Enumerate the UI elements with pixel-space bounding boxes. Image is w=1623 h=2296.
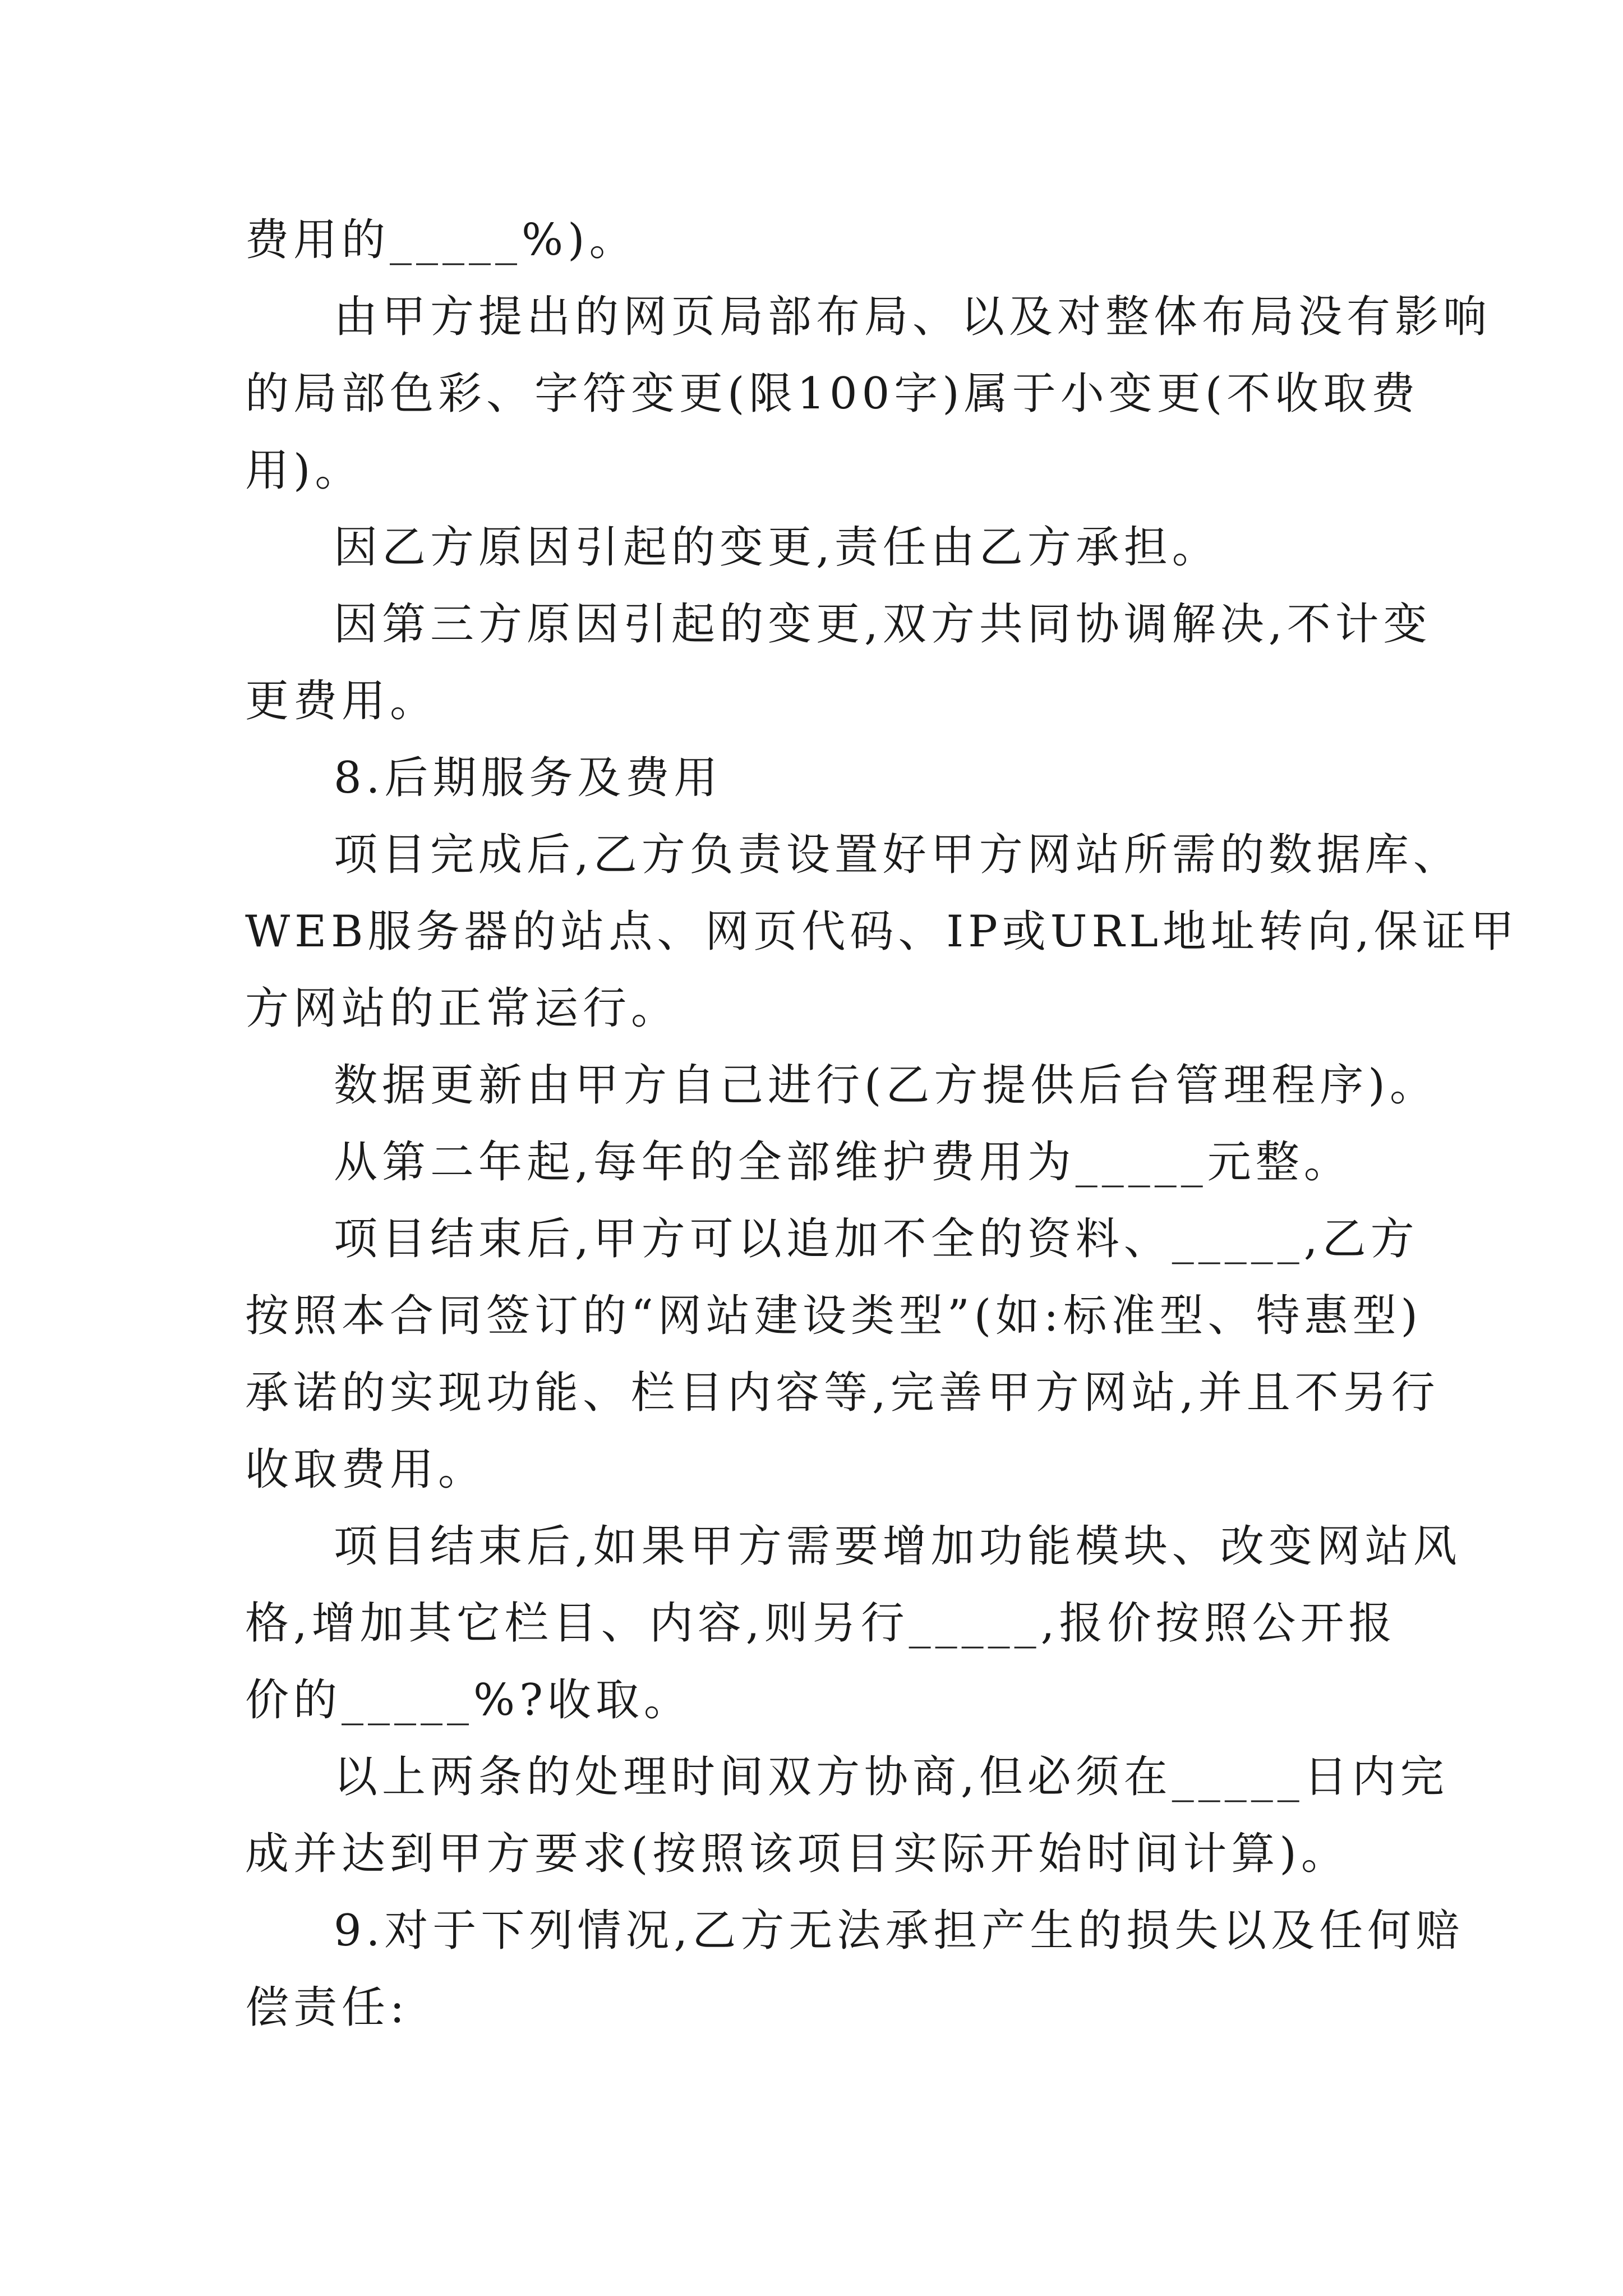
- paragraph-line: 因乙方原因引起的变更,责任由乙方承担。: [334, 522, 1220, 573]
- paragraph-line: 数据更新由甲方自己进行(乙方提供后台管理程序)。: [334, 1060, 1438, 1111]
- text-line: 方网站的正常运行。: [245, 983, 680, 1034]
- document-body: [245, 202, 1519, 2046]
- paragraph-line: 由甲方提出的网页局部布局、以及对整体布局没有影响: [334, 292, 1492, 342]
- text-line: 按照本合同签订的“网站建设类型”(如:标准型、特惠型): [245, 1291, 1422, 1341]
- text-line: 承诺的实现功能、栏目内容等,完善甲方网站,并且不另行: [245, 1368, 1440, 1418]
- paragraph-line: 从第二年起,每年的全部维护费用为_____元整。: [334, 1137, 1352, 1188]
- paragraph-line: 因第三方原因引起的变更,双方共同协调解决,不计变: [334, 599, 1432, 650]
- text-line: 成并达到甲方要求(按照该项目实际开始时间计算)。: [245, 1829, 1349, 1879]
- text-line: 的局部色彩、字符变更(限100字)属于小变更(不收取费: [245, 369, 1420, 419]
- paragraph-line: 以上两条的处理时间双方协商,但必须在_____日内完: [334, 1752, 1449, 1802]
- section-heading: 8.后期服务及费用: [334, 753, 722, 803]
- section-heading: 9.对于下列情况,乙方无法承担产生的损失以及任何赔: [334, 1906, 1464, 1956]
- text-line: WEB服务器的站点、网页代码、IP或URL地址转向,保证甲: [245, 907, 1519, 957]
- paragraph-line: 项目完成后,乙方负责设置好甲方网站所需的数据库、: [334, 830, 1461, 880]
- paragraph-line: 项目结束后,如果甲方需要增加功能模块、改变网站风: [334, 1521, 1461, 1572]
- paragraph-line: 项目结束后,甲方可以追加不全的资料、_____,乙方: [334, 1214, 1419, 1264]
- text-line: 用)。: [245, 445, 363, 496]
- text-line: 更费用。: [245, 676, 439, 726]
- text-line: 偿责任:: [245, 1982, 409, 2033]
- text-line: 格,增加其它栏目、内容,则另行_____,报价按照公开报: [245, 1598, 1397, 1649]
- text-line: 费用的_____%)。: [245, 215, 638, 265]
- text-line: 收取费用。: [245, 1444, 487, 1495]
- text-line: 价的_____%?收取。: [245, 1675, 692, 1726]
